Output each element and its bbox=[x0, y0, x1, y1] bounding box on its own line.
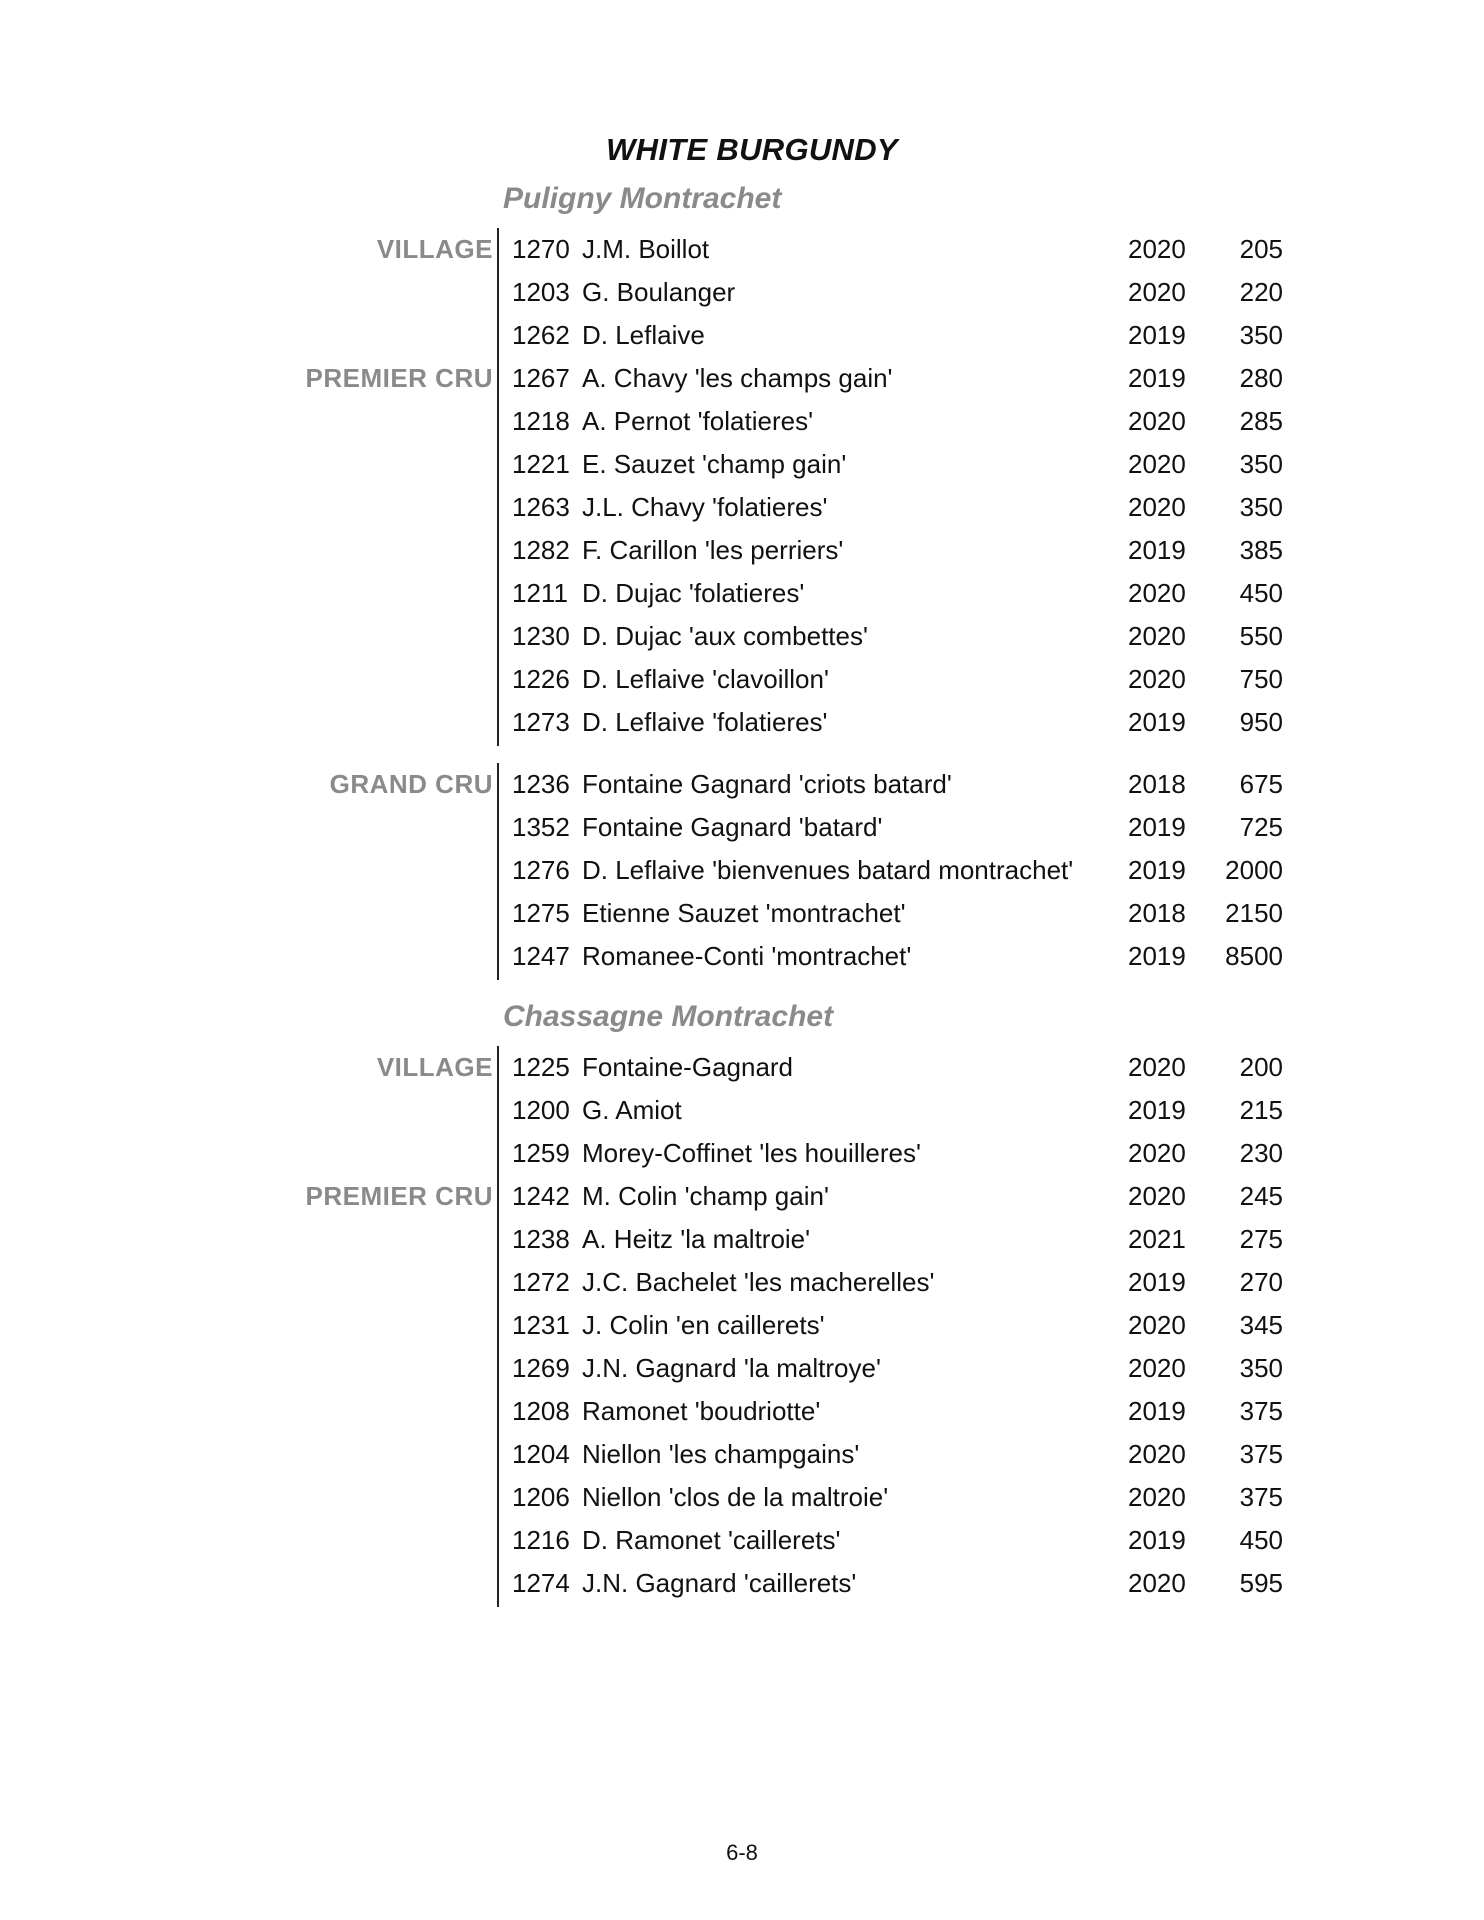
bin-number: 1236 bbox=[512, 769, 570, 799]
bin-number: 1273 bbox=[512, 707, 570, 737]
tier-label: PREMIER CRU bbox=[305, 363, 493, 393]
wine-row bbox=[0, 400, 1484, 443]
bin-number: 1267 bbox=[512, 363, 570, 393]
bin-number: 1269 bbox=[512, 1353, 570, 1383]
vintage: 2018 bbox=[1128, 769, 1186, 799]
section-heading: Chassagne Montrachet bbox=[503, 1000, 834, 1033]
vintage: 2019 bbox=[1128, 941, 1186, 971]
vintage: 2019 bbox=[1128, 1525, 1186, 1555]
wine-name: J. Colin 'en caillerets' bbox=[582, 1310, 825, 1340]
price: 345 bbox=[1239, 1310, 1283, 1340]
vintage: 2019 bbox=[1128, 1267, 1186, 1297]
price: 2000 bbox=[1225, 855, 1283, 885]
tier-label: VILLAGE bbox=[376, 234, 493, 264]
wine-name: F. Carillon 'les perriers' bbox=[582, 535, 844, 565]
vintage: 2020 bbox=[1128, 1310, 1186, 1340]
vintage: 2020 bbox=[1128, 1482, 1186, 1512]
wine-name: D. Leflaive 'folatieres' bbox=[582, 707, 828, 737]
wine-row bbox=[0, 1175, 1484, 1218]
bin-number: 1275 bbox=[512, 898, 570, 928]
vintage: 2018 bbox=[1128, 898, 1186, 928]
wine-name: A. Heitz 'la maltroie' bbox=[582, 1224, 811, 1254]
bin-number: 1242 bbox=[512, 1181, 570, 1211]
section-heading: Puligny Montrachet bbox=[503, 182, 782, 215]
price: 550 bbox=[1239, 621, 1283, 651]
wine-name: E. Sauzet 'champ gain' bbox=[582, 449, 847, 479]
wine-row bbox=[0, 1433, 1484, 1476]
vintage: 2020 bbox=[1128, 621, 1186, 651]
wine-row bbox=[0, 849, 1484, 892]
wine-name: Niellon 'les champgains' bbox=[582, 1439, 860, 1469]
vintage: 2020 bbox=[1128, 1181, 1186, 1211]
price: 375 bbox=[1239, 1482, 1283, 1512]
vintage: 2019 bbox=[1128, 812, 1186, 842]
wine-row bbox=[0, 1562, 1484, 1605]
vintage: 2019 bbox=[1128, 363, 1186, 393]
bin-number: 1274 bbox=[512, 1568, 570, 1598]
wine-name: D. Leflaive 'bienvenues batard montrachet' bbox=[582, 855, 1074, 885]
bin-number: 1225 bbox=[512, 1052, 570, 1082]
bin-number: 1259 bbox=[512, 1138, 570, 1168]
vintage: 2020 bbox=[1128, 578, 1186, 608]
wine-name: A. Pernot 'folatieres' bbox=[582, 406, 814, 436]
price: 350 bbox=[1239, 449, 1283, 479]
price: 595 bbox=[1239, 1568, 1283, 1598]
wine-row bbox=[0, 658, 1484, 701]
bin-number: 1230 bbox=[512, 621, 570, 651]
vintage: 2019 bbox=[1128, 535, 1186, 565]
price: 375 bbox=[1239, 1439, 1283, 1469]
wine-row bbox=[0, 1132, 1484, 1175]
page-title: WHITE BURGUNDY bbox=[606, 132, 898, 167]
wine-row bbox=[0, 806, 1484, 849]
wine-row bbox=[0, 1046, 1484, 1089]
wine-row bbox=[0, 935, 1484, 978]
wine-name: D. Ramonet 'caillerets' bbox=[582, 1525, 841, 1555]
bin-number: 1208 bbox=[512, 1396, 570, 1426]
bin-number: 1216 bbox=[512, 1525, 570, 1555]
wine-row bbox=[0, 314, 1484, 357]
wine-row bbox=[0, 572, 1484, 615]
vintage: 2020 bbox=[1128, 1439, 1186, 1469]
price: 200 bbox=[1239, 1052, 1283, 1082]
bin-number: 1272 bbox=[512, 1267, 570, 1297]
wine-row bbox=[0, 357, 1484, 400]
price: 350 bbox=[1239, 320, 1283, 350]
bin-number: 1211 bbox=[512, 578, 568, 608]
wine-row bbox=[0, 271, 1484, 314]
wine-name: M. Colin 'champ gain' bbox=[582, 1181, 829, 1211]
vintage: 2020 bbox=[1128, 1138, 1186, 1168]
wine-name: J.C. Bachelet 'les macherelles' bbox=[582, 1267, 935, 1297]
vintage: 2020 bbox=[1128, 492, 1186, 522]
wine-row bbox=[0, 1304, 1484, 1347]
wine-name: G. Amiot bbox=[582, 1095, 682, 1125]
bin-number: 1200 bbox=[512, 1095, 570, 1125]
price: 350 bbox=[1239, 1353, 1283, 1383]
wine-row bbox=[0, 1218, 1484, 1261]
price: 450 bbox=[1239, 578, 1283, 608]
vintage: 2020 bbox=[1128, 664, 1186, 694]
bin-number: 1231 bbox=[512, 1310, 570, 1340]
price: 285 bbox=[1239, 406, 1283, 436]
price: 950 bbox=[1239, 707, 1283, 737]
wine-name: Romanee-Conti 'montrachet' bbox=[582, 941, 912, 971]
vintage: 2020 bbox=[1128, 406, 1186, 436]
wine-name: J.M. Boillot bbox=[582, 234, 710, 264]
vintage: 2019 bbox=[1128, 855, 1186, 885]
wine-name: Fontaine Gagnard 'batard' bbox=[582, 812, 883, 842]
bin-number: 1218 bbox=[512, 406, 570, 436]
wine-name: G. Boulanger bbox=[582, 277, 736, 307]
price: 270 bbox=[1239, 1267, 1283, 1297]
wine-name: Fontaine Gagnard 'criots batard' bbox=[582, 769, 952, 799]
wine-row bbox=[0, 1390, 1484, 1433]
vintage: 2020 bbox=[1128, 1052, 1186, 1082]
tier-label: VILLAGE bbox=[376, 1052, 493, 1082]
wine-row bbox=[0, 1347, 1484, 1390]
wine-row bbox=[0, 228, 1484, 271]
wine-name: Morey-Coffinet 'les houilleres' bbox=[582, 1138, 921, 1168]
price: 675 bbox=[1239, 769, 1283, 799]
wine-row bbox=[0, 892, 1484, 935]
vintage: 2020 bbox=[1128, 277, 1186, 307]
wine-row bbox=[0, 443, 1484, 486]
wine-name: Ramonet 'boudriotte' bbox=[582, 1396, 821, 1426]
wine-name: Fontaine-Gagnard bbox=[582, 1052, 794, 1082]
wine-row bbox=[0, 1476, 1484, 1519]
price: 450 bbox=[1239, 1525, 1283, 1555]
wine-row bbox=[0, 701, 1484, 744]
price: 375 bbox=[1239, 1396, 1283, 1426]
bin-number: 1247 bbox=[512, 941, 570, 971]
vintage: 2021 bbox=[1128, 1224, 1186, 1254]
price: 725 bbox=[1239, 812, 1283, 842]
wine-name: D. Dujac 'folatieres' bbox=[582, 578, 805, 608]
bin-number: 1203 bbox=[512, 277, 570, 307]
vintage: 2019 bbox=[1128, 707, 1186, 737]
price: 8500 bbox=[1225, 941, 1283, 971]
price: 215 bbox=[1239, 1095, 1283, 1125]
wine-name: Etienne Sauzet 'montrachet' bbox=[582, 898, 906, 928]
bin-number: 1262 bbox=[512, 320, 570, 350]
price: 275 bbox=[1239, 1224, 1283, 1254]
wine-name: D. Leflaive 'clavoillon' bbox=[582, 664, 829, 694]
wine-name: Niellon 'clos de la maltroie' bbox=[582, 1482, 889, 1512]
wine-name: J.L. Chavy 'folatieres' bbox=[582, 492, 828, 522]
vintage: 2019 bbox=[1128, 1095, 1186, 1125]
bin-number: 1270 bbox=[512, 234, 570, 264]
bin-number: 1206 bbox=[512, 1482, 570, 1512]
bin-number: 1352 bbox=[512, 812, 570, 842]
price: 280 bbox=[1239, 363, 1283, 393]
bin-number: 1204 bbox=[512, 1439, 570, 1469]
vintage: 2019 bbox=[1128, 1396, 1186, 1426]
wine-row bbox=[0, 486, 1484, 529]
price: 230 bbox=[1239, 1138, 1283, 1168]
page-number: 6-8 bbox=[726, 1840, 758, 1865]
price: 750 bbox=[1239, 664, 1283, 694]
wine-row bbox=[0, 1261, 1484, 1304]
bin-number: 1282 bbox=[512, 535, 570, 565]
vintage: 2020 bbox=[1128, 449, 1186, 479]
vintage: 2019 bbox=[1128, 320, 1186, 350]
bin-number: 1226 bbox=[512, 664, 570, 694]
wine-row bbox=[0, 615, 1484, 658]
wine-name: J.N. Gagnard 'la maltroye' bbox=[582, 1353, 881, 1383]
tier-label: PREMIER CRU bbox=[305, 1181, 493, 1211]
bin-number: 1221 bbox=[512, 449, 570, 479]
tier-label: GRAND CRU bbox=[329, 769, 493, 799]
wine-row bbox=[0, 763, 1484, 806]
wine-name: J.N. Gagnard 'caillerets' bbox=[582, 1568, 857, 1598]
vintage: 2020 bbox=[1128, 1353, 1186, 1383]
wine-name: D. Dujac 'aux combettes' bbox=[582, 621, 868, 651]
vintage: 2020 bbox=[1128, 234, 1186, 264]
bin-number: 1276 bbox=[512, 855, 570, 885]
wine-row bbox=[0, 1089, 1484, 1132]
bin-number: 1263 bbox=[512, 492, 570, 522]
price: 205 bbox=[1239, 234, 1283, 264]
vintage: 2020 bbox=[1128, 1568, 1186, 1598]
price: 220 bbox=[1239, 277, 1283, 307]
bin-number: 1238 bbox=[512, 1224, 570, 1254]
price: 350 bbox=[1239, 492, 1283, 522]
price: 2150 bbox=[1225, 898, 1283, 928]
price: 245 bbox=[1239, 1181, 1283, 1211]
wine-row bbox=[0, 529, 1484, 572]
wine-row bbox=[0, 1519, 1484, 1562]
wine-name: A. Chavy 'les champs gain' bbox=[582, 363, 893, 393]
wine-name: D. Leflaive bbox=[582, 320, 705, 350]
price: 385 bbox=[1239, 535, 1283, 565]
